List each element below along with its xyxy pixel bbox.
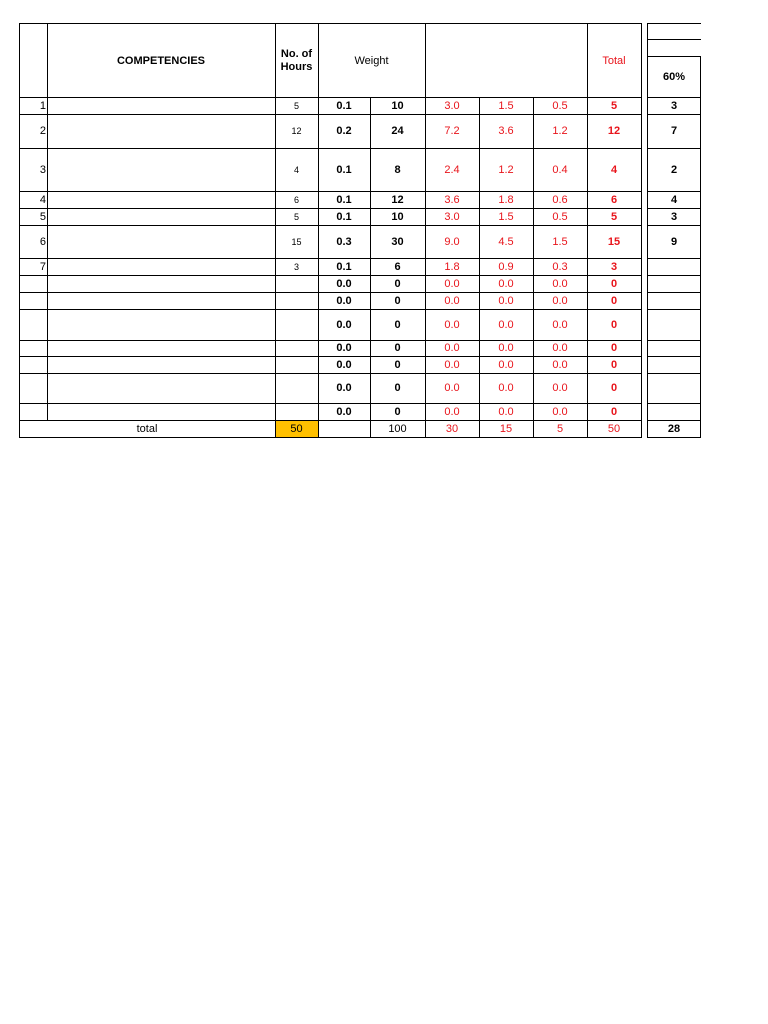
totals-column-3: 5 bbox=[556, 422, 564, 435]
total-cell: 15 bbox=[607, 235, 621, 248]
header-total: Total bbox=[602, 54, 626, 67]
points-cell: 10 bbox=[391, 99, 404, 112]
column-3-cell: 0.0 bbox=[552, 342, 568, 354]
weight-cell: 0.0 bbox=[336, 342, 352, 354]
weight-cell: 0.2 bbox=[336, 125, 352, 137]
column-3-cell: 0.0 bbox=[552, 382, 568, 394]
header-competencies: COMPETENCIES bbox=[116, 54, 205, 67]
grid-line bbox=[647, 225, 701, 226]
column-2-cell: 0.0 bbox=[498, 318, 514, 331]
column-1-cell: 2.4 bbox=[444, 163, 460, 176]
weight-cell: 0.0 bbox=[336, 382, 352, 394]
column-3-cell: 1.2 bbox=[552, 125, 568, 137]
points-cell: 0 bbox=[394, 342, 401, 354]
column-2-cell: 0.0 bbox=[498, 358, 514, 371]
column-2-cell: 0.0 bbox=[498, 294, 514, 307]
percent-cell bbox=[647, 275, 701, 292]
grid-line bbox=[641, 23, 642, 438]
percent-cell bbox=[647, 340, 701, 356]
grid-line bbox=[19, 208, 642, 209]
grid-line bbox=[275, 23, 276, 438]
percent-cell bbox=[647, 403, 701, 420]
column-2-cell: 0.0 bbox=[498, 342, 514, 354]
grid-line bbox=[318, 23, 319, 438]
weight-cell: 0.1 bbox=[336, 99, 352, 112]
grid-line bbox=[647, 23, 701, 24]
row-number: 4 bbox=[39, 193, 46, 206]
grid-line bbox=[647, 420, 701, 421]
column-1-cell: 0.0 bbox=[444, 277, 460, 290]
total-cell: 0 bbox=[610, 358, 618, 371]
hours-cell: 6 bbox=[293, 194, 299, 205]
grid-line bbox=[19, 420, 642, 421]
hours-cell: 5 bbox=[293, 100, 299, 111]
weight-cell: 0.1 bbox=[336, 260, 352, 273]
column-3-cell: 0.0 bbox=[552, 277, 568, 290]
total-cell: 5 bbox=[610, 99, 618, 112]
percent-cell: 3 bbox=[670, 210, 678, 223]
column-2-cell: 3.6 bbox=[498, 125, 514, 137]
hours-cell bbox=[275, 292, 318, 309]
grid-line bbox=[647, 437, 701, 438]
percent-cell bbox=[647, 258, 701, 275]
column-1-cell: 0.0 bbox=[444, 342, 460, 354]
column-1-cell: 0.0 bbox=[444, 382, 460, 394]
grid-line bbox=[19, 373, 642, 374]
column-2-cell: 0.9 bbox=[498, 260, 514, 273]
column-1-cell: 0.0 bbox=[444, 358, 460, 371]
column-1-cell: 1.8 bbox=[444, 260, 460, 273]
weight-cell: 0.1 bbox=[336, 193, 352, 206]
grid-line bbox=[647, 275, 701, 276]
points-cell: 10 bbox=[391, 210, 404, 223]
percent-cell bbox=[647, 356, 701, 373]
points-cell: 24 bbox=[391, 125, 404, 137]
grid-line bbox=[647, 148, 701, 149]
percent-cell: 7 bbox=[670, 125, 678, 137]
percent-cell: 2 bbox=[670, 163, 678, 176]
points-cell: 0 bbox=[394, 294, 401, 307]
points-cell: 8 bbox=[394, 163, 401, 176]
column-3-cell: 0.5 bbox=[552, 99, 568, 112]
row-number: 3 bbox=[39, 163, 46, 176]
percent-cell bbox=[647, 373, 701, 403]
points-cell: 0 bbox=[394, 382, 401, 394]
grid-line bbox=[19, 258, 642, 259]
grid-line bbox=[587, 23, 588, 438]
header-percent: 60% bbox=[662, 70, 686, 83]
hours-cell bbox=[275, 309, 318, 340]
weight-cell: 0.0 bbox=[336, 358, 352, 371]
weight-cell: 0.3 bbox=[336, 235, 352, 248]
hours-cell: 4 bbox=[293, 164, 299, 175]
totals-label: total bbox=[136, 422, 158, 435]
column-1-cell: 0.0 bbox=[444, 318, 460, 331]
total-cell: 0 bbox=[610, 277, 618, 290]
totals-total: 50 bbox=[607, 422, 621, 435]
grid-line bbox=[647, 114, 701, 115]
column-2-cell: 4.5 bbox=[498, 235, 514, 248]
hours-cell bbox=[275, 373, 318, 403]
percent-cell bbox=[647, 292, 701, 309]
total-cell: 0 bbox=[610, 382, 618, 394]
weight-cell: 0.1 bbox=[336, 163, 352, 176]
grid-line bbox=[19, 356, 642, 357]
percent-cell bbox=[647, 309, 701, 340]
points-cell: 30 bbox=[391, 235, 404, 248]
column-3-cell: 1.5 bbox=[552, 235, 568, 248]
hours-cell bbox=[275, 275, 318, 292]
grid-line bbox=[647, 191, 701, 192]
column-2-cell: 1.5 bbox=[498, 210, 514, 223]
weight-cell: 0.1 bbox=[336, 210, 352, 223]
row-number: 7 bbox=[39, 260, 46, 273]
points-cell: 0 bbox=[394, 358, 401, 371]
grid-line bbox=[19, 23, 642, 24]
weight-cell: 0.0 bbox=[336, 294, 352, 307]
row-number: 1 bbox=[39, 99, 46, 112]
grid-line bbox=[19, 23, 20, 420]
total-cell: 12 bbox=[607, 125, 621, 137]
total-cell: 3 bbox=[610, 260, 618, 273]
grid-line bbox=[19, 275, 642, 276]
row-number bbox=[19, 292, 47, 309]
grid-line bbox=[47, 23, 48, 420]
grid-line bbox=[647, 373, 701, 374]
weight-cell: 0.0 bbox=[336, 277, 352, 290]
hours-cell bbox=[275, 340, 318, 356]
column-2-cell: 1.2 bbox=[498, 163, 514, 176]
total-cell: 6 bbox=[610, 193, 618, 206]
grid-line bbox=[19, 97, 642, 98]
column-2-cell: 1.8 bbox=[498, 193, 514, 206]
totals-points: 100 bbox=[388, 422, 407, 435]
column-3-cell: 0.3 bbox=[552, 260, 568, 273]
points-cell: 0 bbox=[394, 277, 401, 290]
percent-cell: 9 bbox=[670, 235, 678, 248]
column-2-cell: 0.0 bbox=[498, 382, 514, 394]
column-3-cell: 0.6 bbox=[552, 193, 568, 206]
column-2-cell: 1.5 bbox=[498, 99, 514, 112]
column-3-cell: 0.0 bbox=[552, 405, 568, 418]
grid-line bbox=[647, 23, 648, 438]
total-cell: 5 bbox=[610, 210, 618, 223]
row-number bbox=[19, 340, 47, 356]
grid-line bbox=[647, 356, 701, 357]
total-cell: 0 bbox=[610, 318, 618, 331]
grid-line bbox=[19, 148, 642, 149]
percent-cell: 3 bbox=[670, 99, 678, 112]
points-cell: 0 bbox=[394, 318, 401, 331]
hours-cell bbox=[275, 356, 318, 373]
grid-line bbox=[647, 56, 701, 57]
grid-line bbox=[647, 309, 701, 310]
grid-line bbox=[425, 23, 426, 438]
total-cell: 0 bbox=[610, 342, 618, 354]
column-1-cell: 0.0 bbox=[444, 405, 460, 418]
grid-line bbox=[647, 292, 701, 293]
column-3-cell: 0.0 bbox=[552, 294, 568, 307]
grid-line bbox=[19, 437, 642, 438]
row-number bbox=[19, 403, 47, 420]
percent-cell: 4 bbox=[670, 193, 678, 206]
totals-column-2: 15 bbox=[499, 422, 513, 435]
column-1-cell: 9.0 bbox=[444, 235, 460, 248]
header-hours: No. of Hours bbox=[280, 47, 313, 73]
grid-line bbox=[19, 114, 642, 115]
grid-line bbox=[647, 39, 701, 40]
total-cell: 4 bbox=[610, 163, 618, 176]
column-1-cell: 0.0 bbox=[444, 294, 460, 307]
column-3-cell: 0.0 bbox=[552, 318, 568, 331]
grid-line bbox=[19, 420, 20, 438]
row-number bbox=[19, 356, 47, 373]
totals-hours: 50 bbox=[275, 420, 318, 437]
grid-line bbox=[647, 97, 701, 98]
hours-cell bbox=[275, 403, 318, 420]
grid-line bbox=[19, 340, 642, 341]
column-1-cell: 3.0 bbox=[444, 99, 460, 112]
grid-line bbox=[370, 97, 371, 438]
grid-line bbox=[19, 309, 642, 310]
column-2-cell: 0.0 bbox=[498, 277, 514, 290]
grid-line bbox=[533, 97, 534, 438]
grid-line bbox=[479, 97, 480, 438]
total-cell: 0 bbox=[610, 405, 618, 418]
hours-cell: 3 bbox=[293, 261, 299, 272]
column-1-cell: 7.2 bbox=[444, 125, 460, 137]
points-cell: 6 bbox=[394, 260, 401, 273]
column-1-cell: 3.6 bbox=[444, 193, 460, 206]
weight-cell: 0.0 bbox=[336, 405, 352, 418]
hours-cell: 12 bbox=[291, 126, 302, 136]
hours-cell: 15 bbox=[291, 236, 302, 247]
row-number bbox=[19, 309, 47, 340]
weight-cell: 0.0 bbox=[336, 318, 352, 331]
points-cell: 12 bbox=[391, 193, 404, 206]
grid-line bbox=[647, 340, 701, 341]
column-1-cell: 3.0 bbox=[444, 210, 460, 223]
column-3-cell: 0.5 bbox=[552, 210, 568, 223]
totals-column-1: 30 bbox=[445, 422, 459, 435]
grid-line bbox=[647, 208, 701, 209]
column-3-cell: 0.4 bbox=[552, 163, 568, 176]
grid-line bbox=[19, 191, 642, 192]
column-2-cell: 0.0 bbox=[498, 405, 514, 418]
grid-line bbox=[647, 403, 701, 404]
column-3-cell: 0.0 bbox=[552, 358, 568, 371]
row-number bbox=[19, 373, 47, 403]
header-weight: Weight bbox=[354, 54, 389, 67]
totals-percent: 28 bbox=[667, 422, 681, 435]
row-number: 2 bbox=[39, 125, 46, 137]
hours-cell: 5 bbox=[293, 211, 299, 222]
row-number: 6 bbox=[39, 235, 46, 248]
total-cell: 0 bbox=[610, 294, 618, 307]
grid-line bbox=[700, 56, 701, 438]
points-cell: 0 bbox=[394, 405, 401, 418]
grid-line bbox=[19, 403, 642, 404]
row-number bbox=[19, 275, 47, 292]
grid-line bbox=[19, 292, 642, 293]
row-number: 5 bbox=[39, 210, 46, 223]
grid-line bbox=[647, 258, 701, 259]
grid-line bbox=[19, 225, 642, 226]
